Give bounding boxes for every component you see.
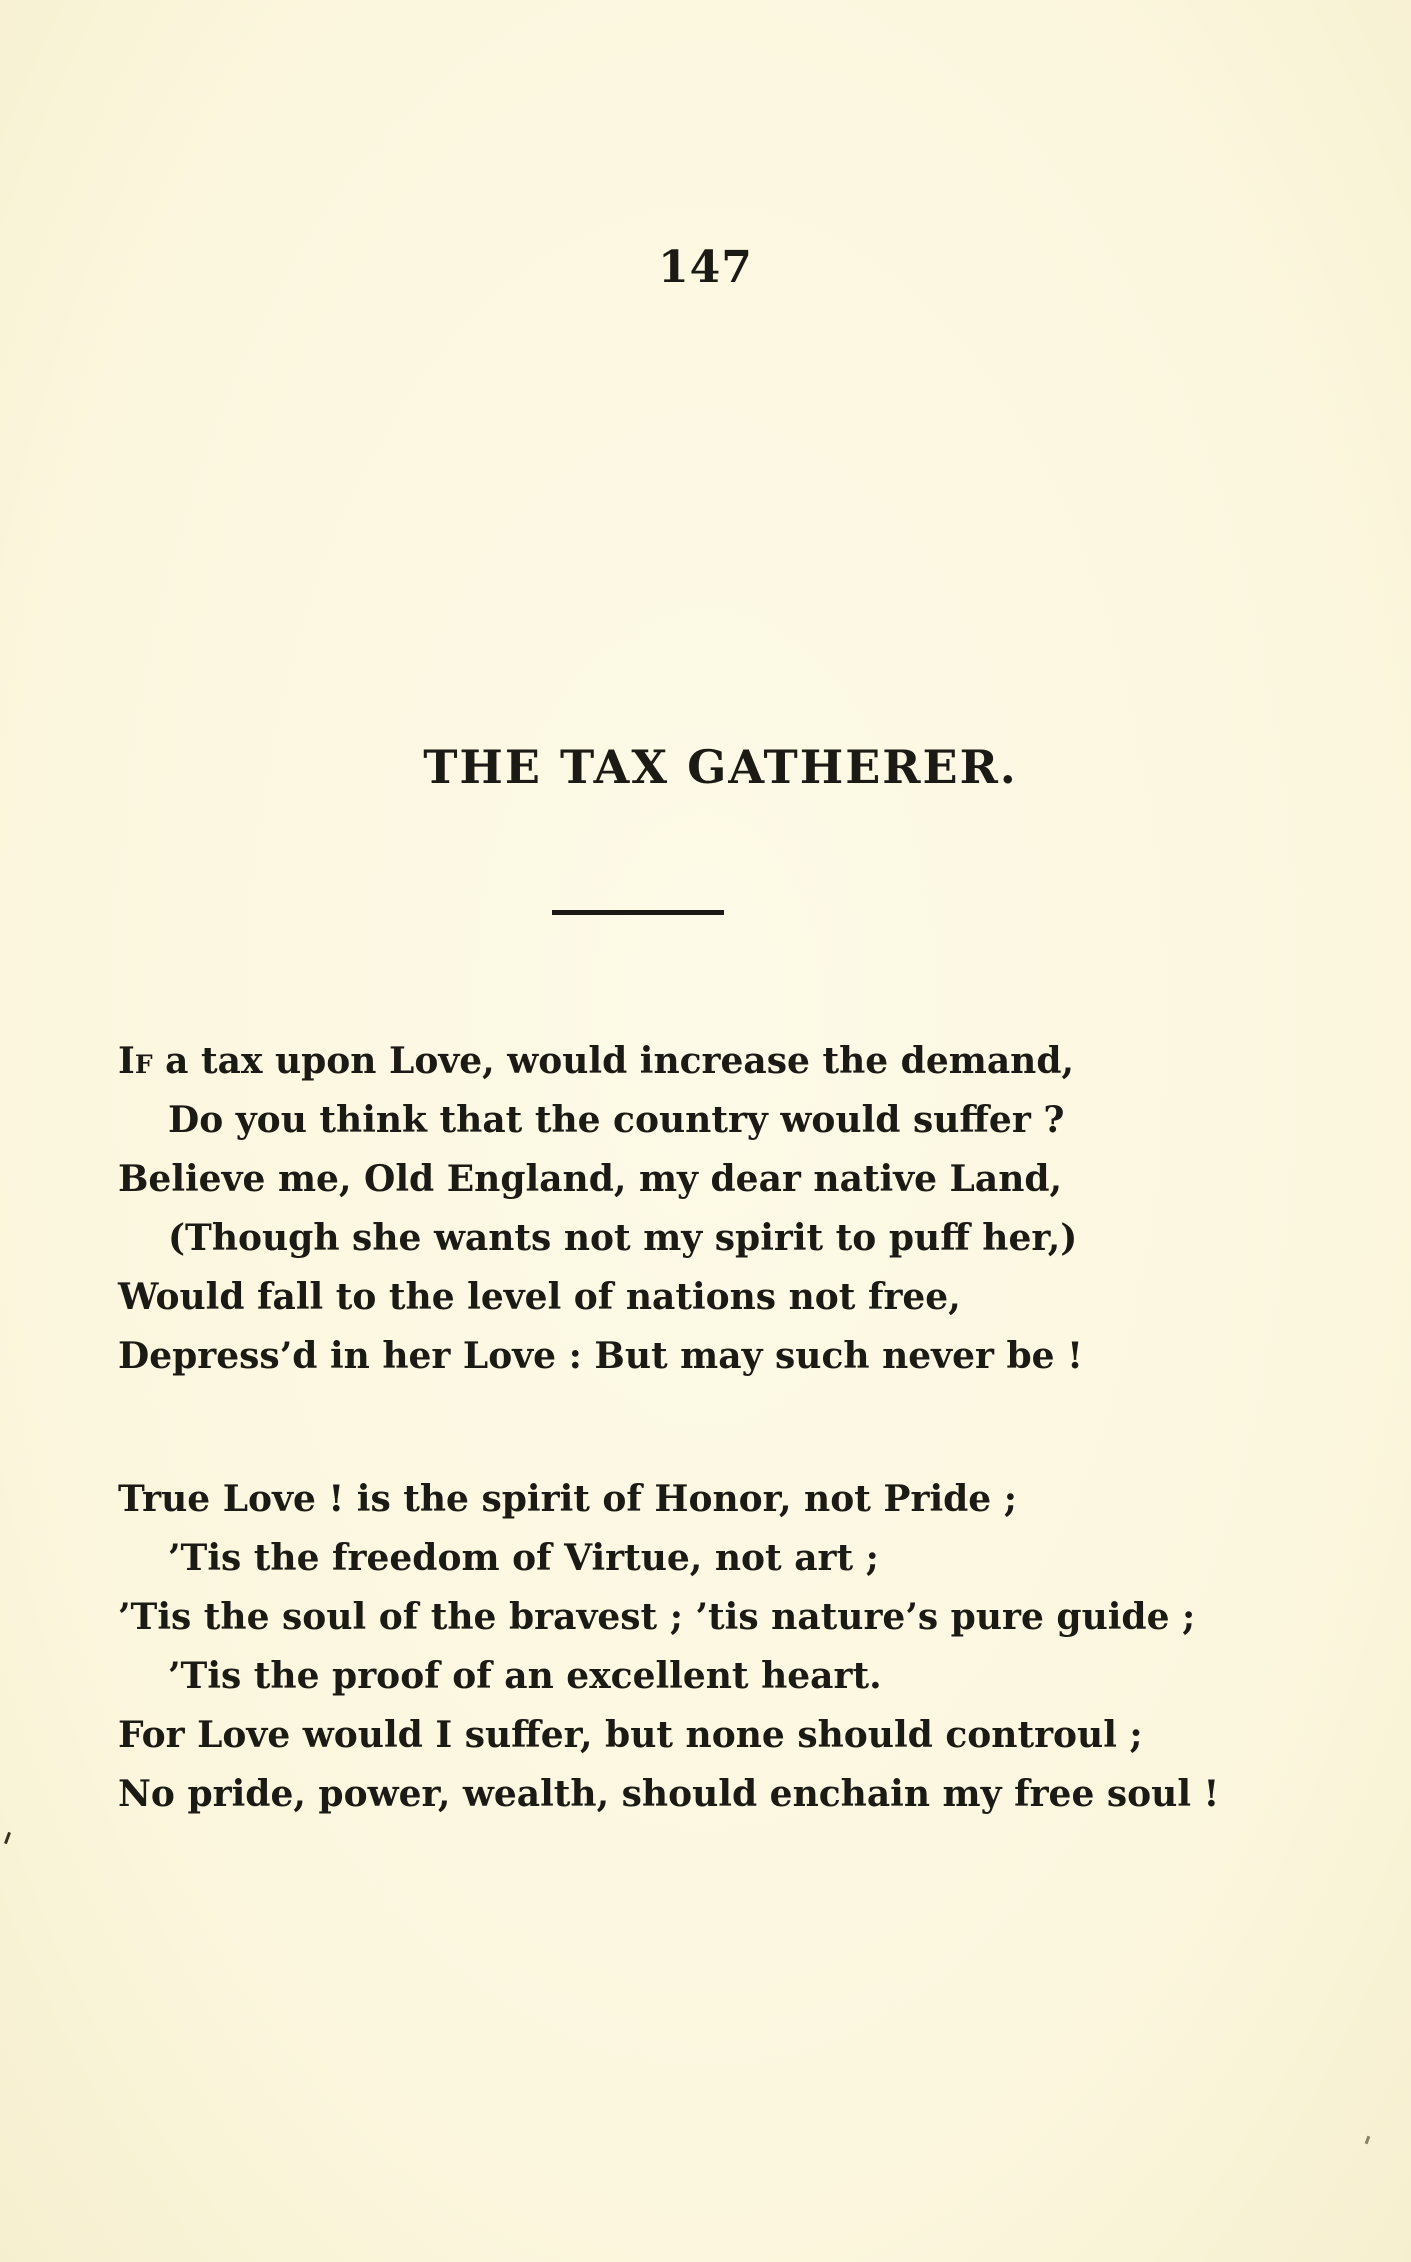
- poem-line: ’Tis the freedom of Virtue, not art ;: [168, 1537, 879, 1579]
- poem-line: Depress’d in her Love : But may such never be !: [118, 1335, 1083, 1377]
- poem-line: For Love would I suffer, but none should controul ;: [118, 1714, 1143, 1756]
- poem-line: (Though she wants not my spirit to puff her,): [168, 1217, 1078, 1259]
- poem-line-text: a tax upon Love, would increase the demand,: [152, 1040, 1075, 1082]
- ink-speck: [4, 1832, 11, 1844]
- poem-line: [118, 1032, 1318, 1091]
- ink-speck: [1365, 2136, 1371, 2145]
- poem-line: No pride, power, wealth, should enchain my free soul !: [118, 1773, 1220, 1815]
- poem-line: Do you think that the country would suffer ?: [168, 1099, 1065, 1141]
- title-divider-rule: [552, 910, 724, 915]
- poem-line: Believe me, Old England, my dear native Land,: [118, 1158, 1063, 1200]
- drop-word: If: [118, 1040, 153, 1082]
- poem-line: ’Tis the proof of an excellent heart.: [168, 1655, 882, 1697]
- poem-line: ’Tis the soul of the bravest ; ’tis nature’s pure guide ;: [118, 1596, 1196, 1638]
- poem-line: True Love ! is the spirit of Honor, not Pride ;: [118, 1478, 1018, 1520]
- poem-title: THE TAX GATHERER.: [423, 740, 1018, 794]
- page-number: 147: [658, 242, 753, 293]
- stanza-2: [118, 1470, 1318, 1824]
- poem-line: Would fall to the level of nations not free,: [118, 1276, 961, 1318]
- stanza-1: [118, 1032, 1318, 1386]
